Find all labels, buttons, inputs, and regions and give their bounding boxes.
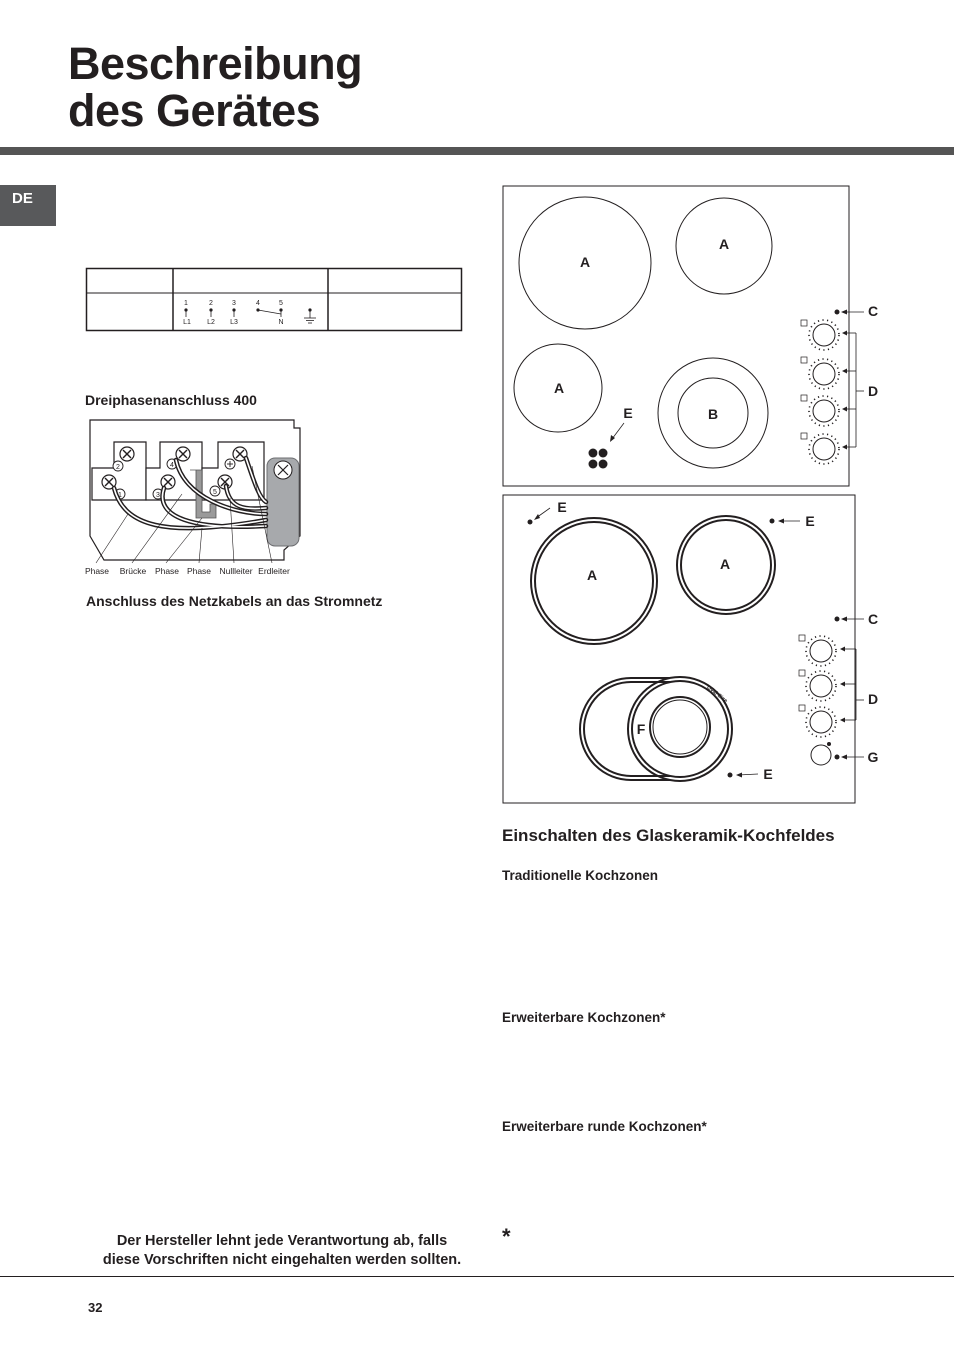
wire-label-phase-2: Phase [154, 566, 180, 576]
subheading-extendable-zones: Erweiterbare Kochzonen* [502, 1010, 666, 1025]
callout-e: E [623, 405, 633, 421]
subheading-extendable-round-zones: Erweiterbare runde Kochzonen* [502, 1119, 707, 1134]
callout-g: G [867, 749, 879, 765]
zone-label-f: F [636, 721, 646, 737]
block-number-3: 3 [156, 492, 160, 499]
block-number-1: 1 [118, 492, 122, 499]
block-number-5: 5 [213, 489, 217, 496]
terminal-block-diagram [84, 418, 324, 578]
callout-e-bottom: E [763, 766, 773, 782]
wire-label-earth: Erdleiter [258, 566, 290, 576]
connection-table [86, 268, 466, 334]
terminal-number-1: 1 [184, 300, 188, 307]
zone-label-a-upper-right: A [718, 236, 730, 252]
page-title [68, 40, 362, 134]
earth-terminal-dot [308, 308, 311, 311]
header-rule [0, 147, 954, 155]
page-number: 32 [88, 1300, 103, 1315]
callout-e-left: E [557, 499, 567, 515]
wire-label-neutral: Nullleiter [219, 566, 253, 576]
wire-label-phase-1: Phase [84, 566, 110, 576]
callout-e-right: E [805, 513, 815, 529]
footnote-marker: * [502, 1224, 511, 1249]
terminal-number-5: 5 [279, 300, 283, 307]
zone-label-a-large-ext: A [586, 567, 598, 583]
terminal-number-3: 3 [232, 300, 236, 307]
callout-c-ext: C [867, 611, 879, 627]
terminal-label-l2: L2 [207, 319, 215, 326]
oval-size-badge: Oval Size [705, 684, 729, 705]
power-indicator-dot-ext [835, 617, 840, 622]
callout-d: D [867, 383, 879, 399]
block-number-2: 2 [116, 464, 120, 471]
callout-d-ext: D [867, 691, 879, 707]
disclaimer-line-2: diese Vorschriften nicht eingehalten werden sollten. [102, 1252, 462, 1268]
disclaimer-line-1: Der Hersteller lehnt jede Verantwortung ab, falls [116, 1233, 448, 1249]
page-title-line-2: des Gerätes [68, 85, 321, 136]
terminal-number-2: 2 [209, 300, 213, 307]
power-indicator-dot [835, 310, 840, 315]
zone-label-b: B [707, 406, 719, 422]
section-heading-switch-on: Einschalten des Glaskeramik-Kochfeldes [502, 826, 835, 845]
terminal-number-4: 4 [256, 300, 260, 307]
language-tab-label: DE [12, 190, 33, 207]
terminal-label-n: N [278, 319, 284, 326]
terminal-label-l3: L3 [230, 319, 238, 326]
wire-label-phase-3: Phase [186, 566, 212, 576]
footer-rule [0, 1276, 954, 1277]
language-tab [0, 185, 56, 226]
liability-disclaimer [80, 1232, 484, 1270]
terminal-label-l1: L1 [183, 319, 191, 326]
three-phase-caption: Dreiphasenanschluss 400 [85, 392, 257, 408]
zone-label-a-small: A [553, 380, 565, 396]
hob-diagram-traditional [502, 185, 892, 490]
subheading-traditional-zones: Traditionelle Kochzonen [502, 868, 659, 883]
callout-c: C [867, 303, 879, 319]
wire-label-bridge: Brücke [119, 566, 147, 576]
hob-diagram-extendable [502, 494, 892, 806]
zone-label-a-large: A [579, 254, 591, 270]
block-number-4: 4 [170, 462, 174, 469]
figure-caption-mains: Anschluss des Netzkabels an das Stromnetz [86, 593, 383, 609]
page-title-line-1: Beschreibung [68, 38, 363, 89]
zone-label-a-right-ext: A [719, 556, 731, 572]
